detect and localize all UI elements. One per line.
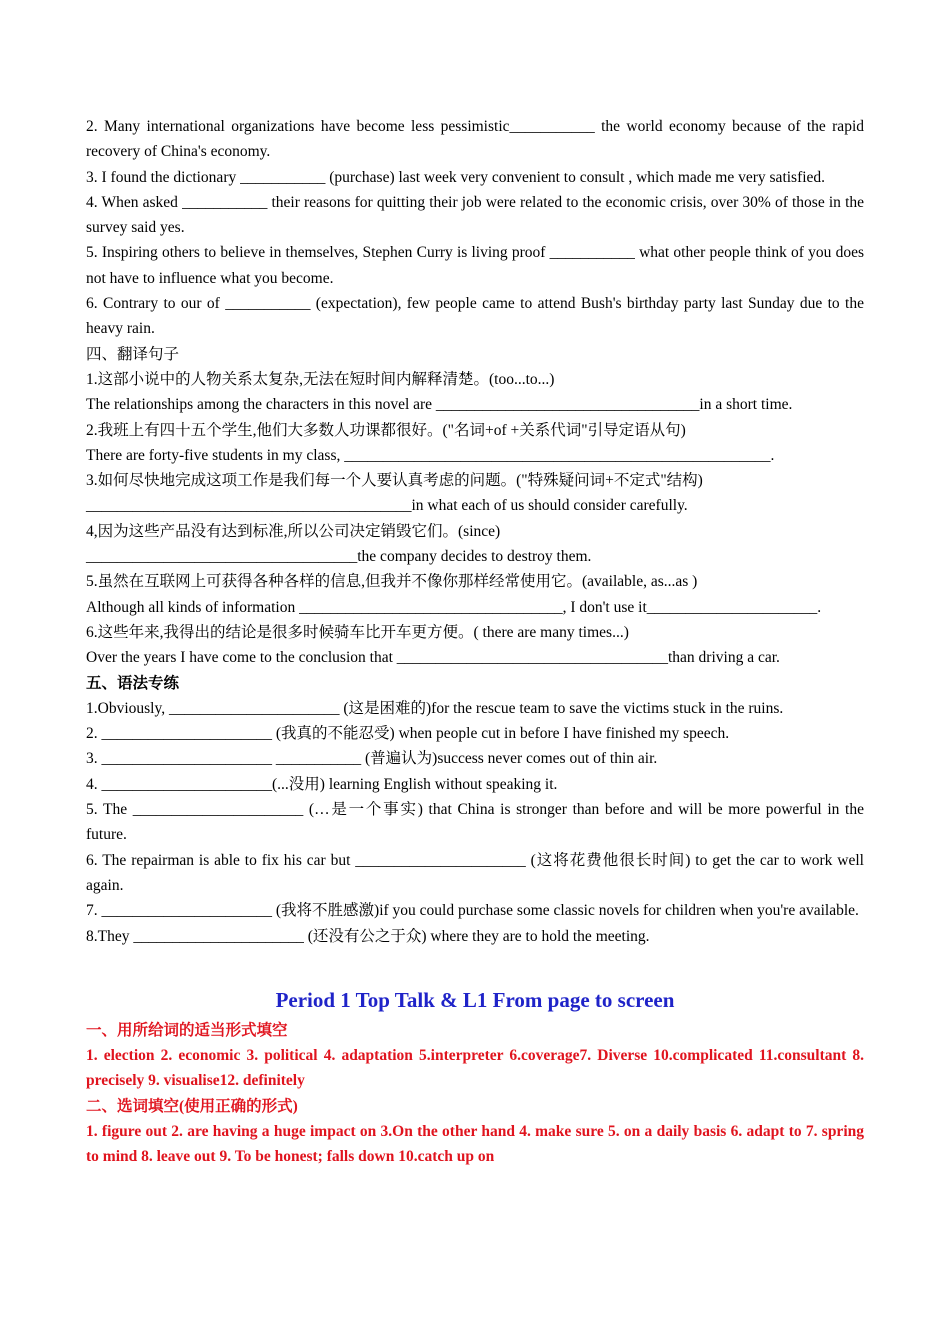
section-heading-translation: 四、翻译句子 — [86, 345, 180, 363]
translation-line: 6.这些年来,我得出的结论是很多时候骑车比开车更方便。( there are many times...) — [86, 623, 629, 641]
section-heading-grammar: 五、语法专练 — [86, 674, 180, 692]
translation-line: 1.这部小说中的人物关系太复杂,无法在短时间内解释清楚。(too...to...) — [86, 370, 555, 388]
translation-line: 4,因为这些产品没有达到标准,所以公司决定销毁它们。(since) — [86, 522, 501, 540]
grammar-item: 1.Obviously, ______________________ (这是困难的)for the rescue team to save the victims stuck in the ruins. — [86, 699, 784, 717]
translation-line: 2.我班上有四十五个学生,他们大多数人功课都很好。("名词+of +关系代词"引导定语从句) — [86, 421, 686, 439]
answer-part1-heading: 一、用所给词的适当形式填空 — [86, 1021, 288, 1039]
exercise-item: 4. When asked ___________ their reasons for quitting their job were related to the economic crisis, over 30% of those in the survey said yes. — [86, 193, 864, 237]
grammar-item: 3. ______________________ ___________ (普遍认为)success never comes out of thin air. — [86, 750, 658, 768]
document-page — [86, 114, 864, 1170]
grammar-item: 5. The ______________________ (…是一个事实) that China is stronger than before and will be more powerful in the future. — [86, 801, 864, 844]
grammar-item: 4. ______________________(...没用) learning English without speaking it. — [86, 775, 558, 793]
grammar-item: 7. ______________________ (我将不胜感激)if you could purchase some classic novels for children when you're available. — [86, 902, 859, 920]
grammar-item: 6. The repairman is able to fix his car but ______________________ (这将花费他很长时间) to get the car to work well again. — [86, 851, 864, 894]
translation-line: There are forty-five students in my class, _______________________________________________________. — [86, 446, 775, 464]
translation-line: 5.虽然在互联网上可获得各种各样的信息,但我并不像你那样经常使用它。(available, as...as ) — [86, 573, 698, 591]
exercise-item: 2. Many international organizations have become less pessimistic___________ the world economy because of the rapid recovery of China's economy. — [86, 118, 864, 161]
translation-line: ___________________________________the company decides to destroy them. — [86, 548, 592, 566]
exercise-item: 3. I found the dictionary ___________ (purchase) last week very convenient to consult , which made me very satisfied. — [86, 168, 826, 186]
answer-part1-list: 1. election 2. economic 3. political 4. adaptation 5.interpreter 6.coverage7. Diverse 10.complicated 11.consultant 8. precisely 9. visualise12. definitely — [86, 1047, 864, 1090]
translation-line: __________________________________________in what each of us should consider carefully. — [86, 497, 688, 515]
answer-part2-heading: 二、选词填空(使用正确的形式) — [86, 1097, 298, 1115]
grammar-item: 2. ______________________ (我真的不能忍受) when people cut in before I have finished my speech. — [86, 725, 730, 743]
answer-part2-list: 1. figure out 2. are having a huge impact on 3.On the other hand 4. make sure 5. on a daily basis 6. adapt to 7. spring to mind 8. leave out 9. To be honest; falls down 10.catch up on — [86, 1122, 864, 1166]
exercise-item: 6. Contrary to our of ___________ (expectation), few people came to attend Bush's birthday party last Sunday due to the heavy rain. — [86, 295, 864, 338]
translation-line: Over the years I have come to the conclusion that ___________________________________than driving a car. — [86, 649, 780, 667]
exercise-item: 5. Inspiring others to believe in themselves, Stephen Curry is living proof ___________ what other people think of you does not have to influence what you become. — [86, 244, 864, 287]
translation-line: 3.如何尽快地完成这项工作是我们每一个人要认真考虑的问题。("特殊疑问词+不定式"结构) — [86, 472, 703, 490]
translation-line: The relationships among the characters in this novel are __________________________________in a short time. — [86, 396, 793, 414]
translation-line: Although all kinds of information __________________________________, I don't use it______________________. — [86, 598, 822, 616]
answer-key-title: Period 1 Top Talk & L1 From page to screen — [275, 987, 675, 1012]
grammar-item: 8.They ______________________ (还没有公之于众) where they are to hold the meeting. — [86, 927, 650, 945]
